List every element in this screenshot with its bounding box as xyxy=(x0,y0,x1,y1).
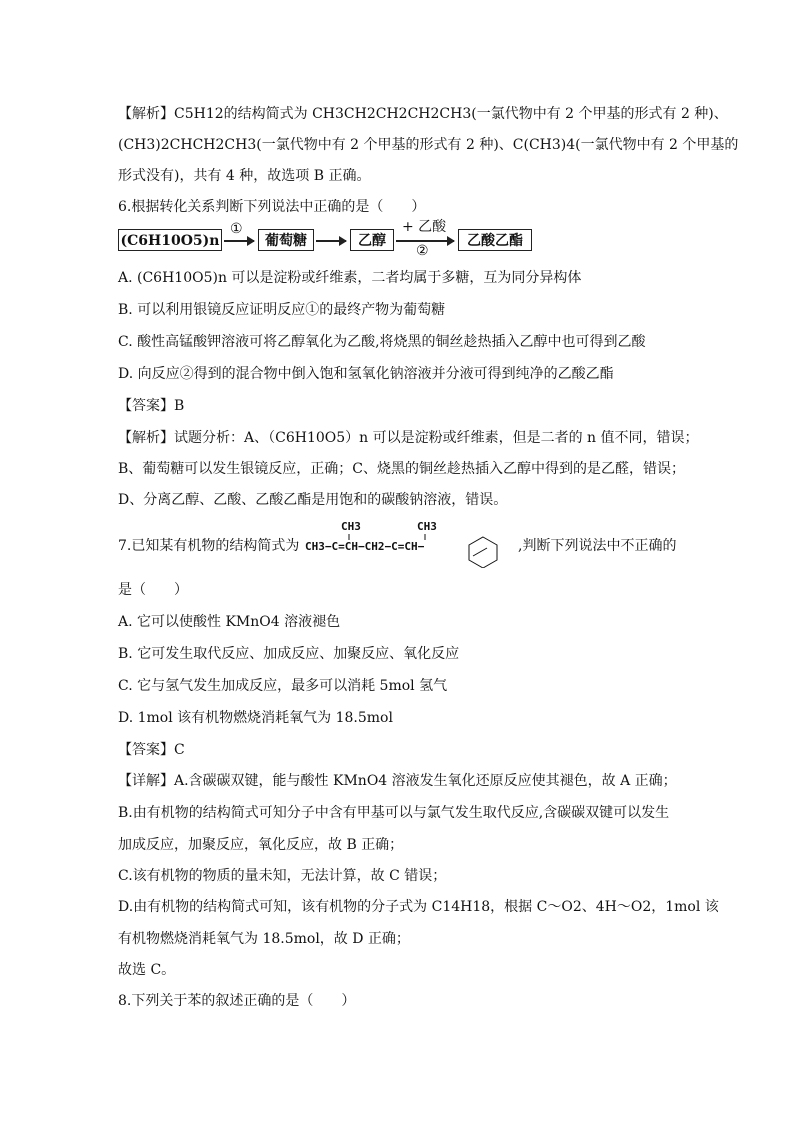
option-d: D. 向反应②得到的混合物中倒入饱和氢氧化钠溶液并分液可得到纯净的乙酸乙酯 xyxy=(118,366,614,382)
formula-label: CH3 xyxy=(417,520,437,533)
explanation-line: 形式没有)，共有 4 种，故选项 B 正确。 xyxy=(118,168,371,184)
explanation-line: (CH3)2CHCH2CH3(一氯代物中有 2 个甲基的形式有 2 种)、C(CH3)4(一氯代物中有 2 个甲基的 xyxy=(118,137,739,153)
answer-6: 【答案】B xyxy=(118,398,185,414)
answer-7: 【答案】C xyxy=(118,742,185,758)
option-c: C. 它与氢气发生加成反应，最多可以消耗 5mol 氢气 xyxy=(118,678,448,694)
explanation-line: C.该有机物的物质的量未知，无法计算，故 C 错误； xyxy=(118,868,447,884)
explanation-line: 【解析】C5H12的结构简式为 CH3CH2CH2CH2CH3(一氯代物中有 2 个甲基的形式有 2 种)、 xyxy=(118,106,728,122)
question-8: 8.下列关于苯的叙述正确的是（ ） xyxy=(118,993,356,1009)
question-6: 6.根据转化关系判断下列说法中正确的是（ ） xyxy=(118,199,426,215)
diagram-arrow-label: ② xyxy=(416,243,429,259)
option-a: A. 它可以使酸性 KMnO4 溶液褪色 xyxy=(118,614,341,630)
explanation-line: B.由有机物的结构简式可知分子中含有甲基可以与氯气发生取代反应,含碳碳双键可以发生 xyxy=(118,805,670,821)
diagram-box-glucose: 葡萄糖 xyxy=(258,229,314,251)
option-b: B. 可以利用银镜反应证明反应①的最终产物为葡萄糖 xyxy=(118,302,446,318)
benzene-ring xyxy=(469,537,497,568)
option-b: B. 它可发生取代反应、加成反应、加聚反应、氧化反应 xyxy=(118,646,460,662)
explanation-line: 【解析】试题分析：A、（C6H10O5）n 可以是淀粉或纤维素，但是二者的 n 值不同，错误； xyxy=(118,430,699,446)
explanation-line: 加成反应，加聚反应，氧化反应，故 B 正确； xyxy=(118,837,404,853)
diagram-box-ethanol: 乙醇 xyxy=(350,229,394,251)
diagram-box-ethyl-acetate: 乙酸乙酯 xyxy=(458,229,532,251)
question-7-continued: 是（ ） xyxy=(118,582,188,598)
explanation-line: 有机物燃烧消耗氧气为 18.5mol，故 D 正确； xyxy=(118,931,410,947)
explanation-line: D、分离乙醇、乙酸、乙酸乙酯是用饱和的碳酸钠溶液，错误。 xyxy=(118,492,508,508)
conversion-diagram xyxy=(118,219,538,259)
formula-label: CH3−C=CH−CH2−C=CH− xyxy=(305,540,425,553)
question-7-end: ,判断下列说法中不正确的 xyxy=(518,538,677,554)
diagram-arrow-label: + 乙酸 xyxy=(402,219,447,235)
diagram-arrow xyxy=(396,240,454,242)
diagram-box-polysaccharide: (C6H10O5)n xyxy=(118,229,222,251)
formula-label: CH3 xyxy=(341,520,361,533)
diagram-arrow xyxy=(316,240,346,242)
explanation-line: D.由有机物的结构简式可知，该有机物的分子式为 C14H18，根据 C～O2、4H～O2，1mol 该 xyxy=(118,899,719,915)
explanation-line: 故选 C。 xyxy=(118,962,176,978)
explanation-line: 【详解】A.含碳碳双键，能与酸性 KMnO4 溶液发生氧化还原反应使其褪色，故 A 正确； xyxy=(118,773,677,789)
question-7: 7.已知某有机物的结构简式为 xyxy=(118,538,300,554)
option-d: D. 1mol 该有机物燃烧消耗氧气为 18.5mol xyxy=(118,710,393,726)
option-c: C. 酸性高锰酸钾溶液可将乙醇氧化为乙酸,将烧黑的铜丝趁热插入乙醇中也可得到乙酸 xyxy=(118,334,646,350)
structural-formula xyxy=(305,520,515,568)
option-a: A. (C6H10O5)n 可以是淀粉或纤维素，二者均属于多糖，互为同分异构体 xyxy=(118,270,582,286)
diagram-arrow xyxy=(224,240,254,242)
explanation-line: B、葡萄糖可以发生银镜反应，正确；C、烧黑的铜丝趁热插入乙醇中得到的是乙醛，错误； xyxy=(118,461,685,477)
diagram-arrow-label: ① xyxy=(230,221,243,237)
